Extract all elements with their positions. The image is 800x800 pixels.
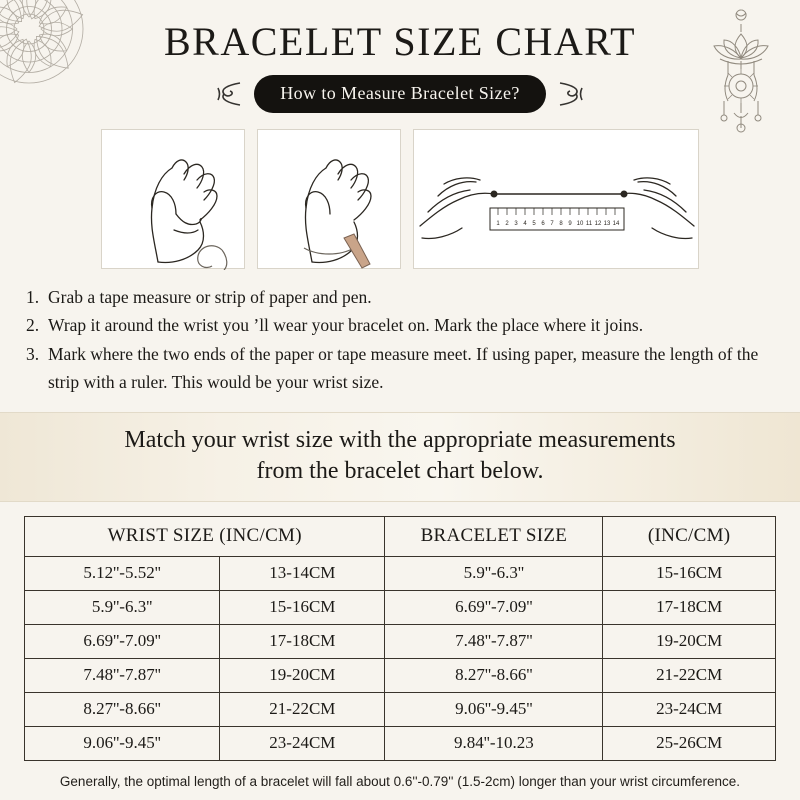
cell-wrist-inches: 5.9''-6.3'': [25, 590, 220, 624]
svg-text:4: 4: [523, 221, 527, 227]
cell-bracelet-cm: 23-24CM: [603, 692, 776, 726]
svg-text:12: 12: [594, 221, 602, 227]
cell-bracelet-cm: 21-22CM: [603, 658, 776, 692]
svg-text:13: 13: [603, 221, 611, 227]
step-text: Mark where the two ends of the paper or tape measure meet. If using paper, measure the length of the strip with a ruler. This would be your wrist size.: [48, 343, 759, 393]
svg-text:2: 2: [505, 221, 509, 227]
cell-wrist-inches: 5.12''-5.52'': [25, 556, 220, 590]
list-item: [26, 340, 774, 397]
cell-wrist-inches: 6.69''-7.09'': [25, 624, 220, 658]
swirl-flourish-icon: [214, 79, 244, 109]
column-header-bracelet-units: (INC/CM): [603, 516, 776, 556]
svg-text:14: 14: [612, 221, 620, 227]
swirl-flourish-icon: [556, 79, 586, 109]
cell-wrist-cm: 17-18CM: [220, 624, 385, 658]
svg-text:7: 7: [550, 221, 554, 227]
cell-bracelet-inches: 6.69''-7.09'': [385, 590, 603, 624]
banner-label: How to Measure Bracelet Size?: [254, 75, 546, 113]
table-row: [25, 658, 776, 692]
step-number: 3.: [26, 343, 40, 364]
cell-bracelet-cm: 25-26CM: [603, 726, 776, 760]
match-instruction-band: [0, 412, 800, 501]
cell-bracelet-cm: 15-16CM: [603, 556, 776, 590]
column-header-wrist-size: WRIST SIZE (INC/CM): [25, 516, 385, 556]
match-line-2: from the bracelet chart below.: [256, 458, 544, 485]
cell-wrist-cm: 19-20CM: [220, 658, 385, 692]
svg-text:9: 9: [568, 221, 572, 227]
column-header-bracelet-size: BRACELET SIZE: [385, 516, 603, 556]
cell-wrist-cm: 23-24CM: [220, 726, 385, 760]
table-row: [25, 692, 776, 726]
cell-bracelet-inches: 8.27''-8.66'': [385, 658, 603, 692]
cell-bracelet-inches: 5.9''-6.3'': [385, 556, 603, 590]
cell-bracelet-cm: 17-18CM: [603, 590, 776, 624]
instruction-steps: [26, 283, 774, 396]
svg-text:6: 6: [541, 221, 545, 227]
cell-bracelet-inches: 7.48''-7.87'': [385, 624, 603, 658]
cell-bracelet-cm: 19-20CM: [603, 624, 776, 658]
table-header-row: [25, 516, 776, 556]
cell-wrist-cm: 13-14CM: [220, 556, 385, 590]
bracelet-size-table: [24, 516, 776, 761]
svg-text:1: 1: [496, 221, 500, 227]
svg-text:11: 11: [585, 221, 593, 227]
hand-wrapping-wrist-photo: [257, 129, 401, 269]
table-row: [25, 624, 776, 658]
cell-wrist-cm: 21-22CM: [220, 692, 385, 726]
cell-bracelet-inches: 9.06''-9.45'': [385, 692, 603, 726]
match-line-1: Match your wrist size with the appropriate measurements: [124, 427, 676, 454]
page-title: BRACELET SIZE CHART: [163, 19, 637, 64]
cell-wrist-inches: 8.27''-8.66'': [25, 692, 220, 726]
table-row: [25, 556, 776, 590]
measuring-strip-with-ruler-photo: [413, 129, 699, 269]
hand-with-tape-measure-photo: [101, 129, 245, 269]
svg-text:3: 3: [514, 221, 518, 227]
svg-text:10: 10: [576, 221, 584, 227]
table-row: [25, 726, 776, 760]
size-table-wrapper: [24, 516, 776, 761]
step-number: 1.: [26, 287, 40, 307]
step-text: Grab a tape measure or strip of paper and pen.: [48, 287, 372, 307]
table-row: [25, 590, 776, 624]
cell-wrist-inches: 9.06''-9.45'': [25, 726, 220, 760]
list-item: [26, 311, 774, 339]
cell-wrist-inches: 7.48''-7.87'': [25, 658, 220, 692]
cell-bracelet-inches: 9.84''-10.23: [385, 726, 603, 760]
footnote-text: Generally, the optimal length of a bracelet will fall about 0.6''-0.79'' (1.5-2cm) longer than your wrist circumference.: [59, 773, 741, 789]
cell-wrist-cm: 15-16CM: [220, 590, 385, 624]
instruction-photos: [0, 129, 800, 269]
svg-text:5: 5: [532, 221, 536, 227]
step-number: 2.: [26, 315, 40, 336]
how-to-measure-banner: [0, 75, 800, 113]
step-text: Wrap it around the wrist you ʼll wear your bracelet on. Mark the place where it joins.: [48, 315, 644, 336]
svg-text:8: 8: [559, 221, 563, 227]
list-item: [26, 283, 774, 311]
